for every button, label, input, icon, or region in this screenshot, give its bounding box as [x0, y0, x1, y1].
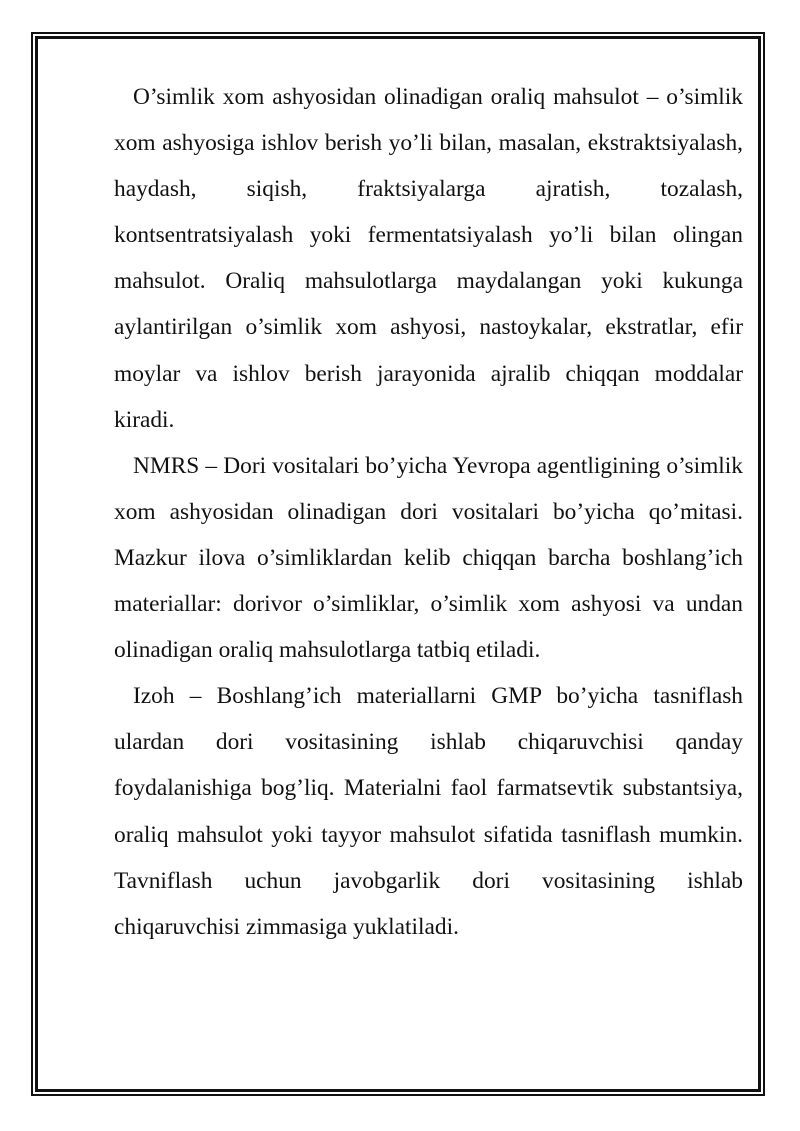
paragraph-intermediate-product: O’simlik xom ashyosidan olinadigan oraliq mahsulot – o’simlik xom ashyosiga ishlov berish yo’li bilan, masalan, ekstraktsiyalash, haydash, siqish, fraktsiyalarga ajratish, tozalash, kontsentratsiyalash yoki fermentatsiyalash yo’li bilan olingan mahsulot. Oraliq mahsulotlarga maydalangan yoki kukunga aylantirilgan o’simlik xom ashyosi, nastoykalar, ekstratlar, efir moylar va ishlov berish jarayonida ajralib chiqqan moddalar kiradi.	[114, 84, 743, 433]
paragraph-note: Izoh – Boshlang’ich materiallarni GMP bo’yicha tasniflash ulardan dori vositasining ishlab chiqaruvchisi qanday foydalanishiga bog’liq. Materialni faol farmatsevtik substantsiya, oraliq mahsulot yoki tayyor mahsulot sifatida tasniflash mumkin. Tavniflash uchun javobgarlik dori vositasining ishlab chiqaruvchisi zimmasiga yuklatiladi.	[114, 683, 743, 940]
paragraph-nmrs: NMRS – Dori vositalari bo’yicha Yevropa agentligining o’simlik xom ashyosidan olinadigan dori vositalari bo’yicha qo’mitasi. Mazkur ilova o’simliklardan kelib chiqqan barcha boshlang’ich materiallar: dorivor o’simliklar, o’simlik xom ashyosi va undan olinadigan oraliq mahsulotlarga tatbiq etiladi.	[114, 452, 743, 664]
document-body	[114, 74, 743, 950]
